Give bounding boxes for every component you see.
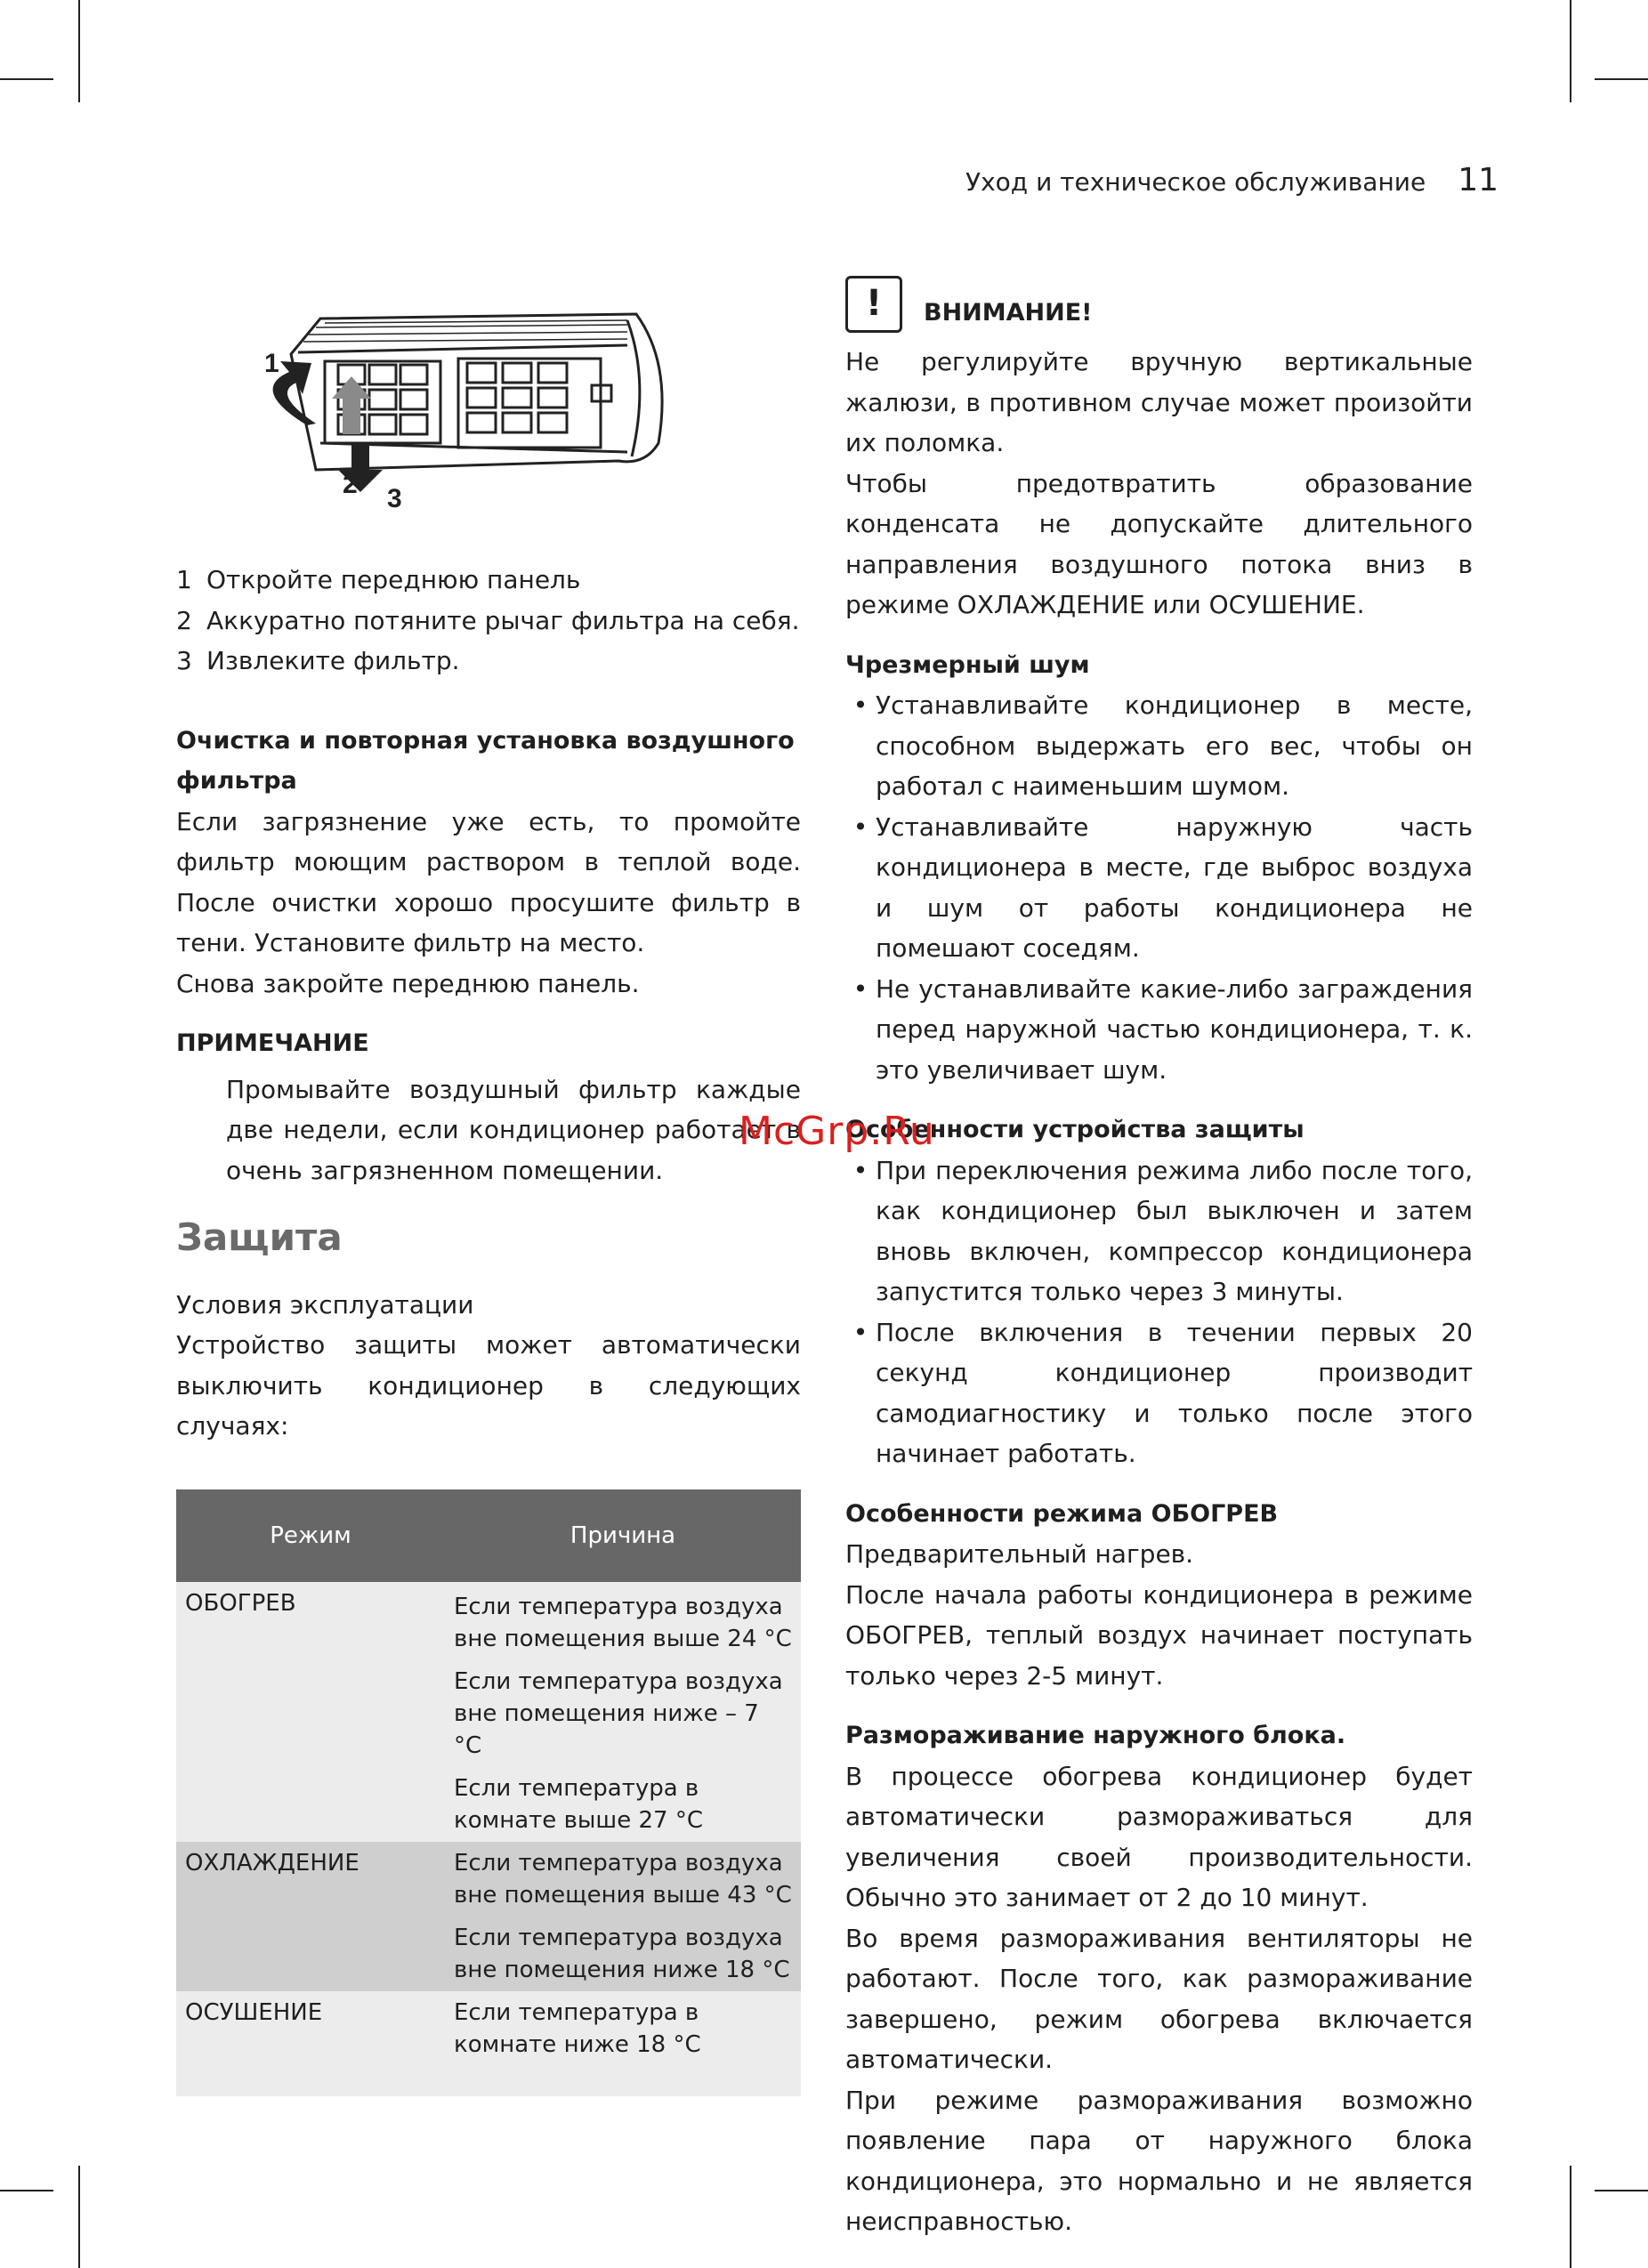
table-cell-reason: Если температура в комнате ниже 18 °С [445, 1991, 801, 2096]
warning-text-1: Не регулируйте вручную вертикальные жалюзи, в противном случае может произойти их поломка. [845, 347, 1473, 457]
bullet-icon: • [852, 690, 868, 720]
defrost-text-2: Во время размораживания вентиляторы не работают. После того, как размораживание завершено, режим обогрева включается автоматически. [845, 1923, 1473, 2074]
table-cell-mode: ОСУШЕНИЕ [176, 1991, 445, 2096]
defrost-text-3: При режиме размораживания возможно появление пара от наружного блока кондиционера, это нормально и не является неисправностью. [845, 2085, 1473, 2236]
protection-intro: Устройство защиты может автоматически выключить кондиционер в следующих случаях: [176, 1330, 801, 1441]
list-item: 1 Откройте переднюю панель [176, 565, 581, 594]
table-cell-mode: ОХЛАЖДЕНИЕ [176, 1842, 445, 1991]
table-cell-reason: Если температура воздуха вне помещения ниже 18 °С [445, 1917, 801, 1991]
cleaning-heading: Очистка и повторная установка воздушного фильтра [176, 726, 795, 795]
list-item: • Устанавливайте наружную часть кондиционера в месте, где выброс воздуха и шум от работы кондиционера не помешают соседям. [845, 807, 1473, 969]
heating-text: После начала работы кондиционера в режиме ОБОГРЕВ, теплый воздух начинает поступать только через 2-5 минут. [845, 1579, 1473, 1691]
note-text: Промывайте воздушный фильтр каждые две недели, если кондиционер работает в очень загрязненном помещении. [226, 1074, 801, 1185]
note-heading: ПРИМЕЧАНИЕ [176, 1029, 369, 1057]
crop-mark [78, 2166, 80, 2268]
table-row [176, 1582, 801, 1660]
table-cell-reason: Если температура воздуха вне помещения выше 24 °С [445, 1582, 801, 1660]
crop-mark [1570, 0, 1571, 102]
warning-heading: ВНИМАНИЕ! [924, 298, 1093, 327]
figure-label-3: 3 [387, 484, 402, 513]
bullet-icon: • [852, 973, 868, 1004]
running-header [965, 162, 1499, 198]
crop-mark [1570, 2166, 1571, 2268]
crop-mark [1595, 78, 1648, 80]
watermark: McGrp.Ru [739, 1109, 935, 1154]
filter-steps-list [176, 560, 801, 682]
warning-block [845, 276, 1473, 333]
bullet-icon: • [852, 1155, 868, 1185]
table-cell-reason: Если температура воздуха вне помещения выше 43 °С [445, 1842, 801, 1917]
list-item: • Устанавливайте кондиционер в месте, способном выдержать его вес, чтобы он работал с наименьшим шумом. [845, 685, 1473, 807]
warning-text-2: Чтобы предотвратить образование конденсата не допускайте длительного направления воздушного потока вниз в режиме ОХЛАЖДЕНИЕ или ОСУШЕНИЕ. [845, 468, 1473, 619]
left-column [176, 560, 801, 2096]
protection-subtitle: Условия эксплуатации [176, 1289, 474, 1320]
table-cell-reason: Если температура в комнате выше 27 °С [445, 1767, 801, 1842]
ac-unit-illustration [254, 310, 672, 516]
list-item: 2 Аккуратно потяните рычаг фильтра на себя. [176, 605, 800, 635]
table-row [176, 1842, 801, 1917]
crop-mark [0, 78, 53, 80]
heating-pre: Предварительный нагрев. [845, 1539, 1194, 1569]
list-item: 3 Извлеките фильтр. [176, 646, 460, 675]
page-number: 11 [1458, 162, 1499, 198]
defrost-heading: Размораживание наружного блока. [845, 1722, 1346, 1749]
table-row [176, 1991, 801, 2096]
figure-label-2: 2 [343, 470, 358, 499]
heating-heading: Особенности режима ОБОГРЕВ [845, 1499, 1279, 1528]
crop-mark [0, 2190, 53, 2191]
crop-mark [1595, 2190, 1648, 2191]
table-cell-mode: ОБОГРЕВ [176, 1582, 445, 1842]
crop-mark [78, 0, 80, 102]
defrost-text-1: В процессе обогрева кондиционер будет автоматически размораживаться для увеличения своей производительности. Обычно это занимает от 2 до 10 минут. [845, 1761, 1473, 1912]
cleaning-close: Снова закройте переднюю панель. [176, 968, 640, 998]
protect-features-heading: Особенности устройства защиты [845, 1116, 1305, 1143]
table-cell-reason: Если температура воздуха вне помещения ниже – 7 °С [445, 1660, 801, 1767]
noise-heading: Чрезмерный шум [845, 650, 1090, 679]
exclamation-icon: ! [845, 276, 902, 333]
table-header-reason: Причина [445, 1489, 801, 1582]
bullet-icon: • [852, 1317, 868, 1347]
bullet-icon: • [852, 811, 868, 842]
protection-heading: Защита [176, 1215, 343, 1259]
protection-table [176, 1489, 801, 2096]
list-item: • После включения в течении первых 20 секунд кондиционер производит самодиагностику и только после этого начинает работать. [845, 1312, 1473, 1474]
cleaning-body: Если загрязнение уже есть, то промойте фильтр моющим раствором в теплой воде. После очистки хорошо просушите фильтр в тени. Установите фильтр на место. [176, 806, 801, 957]
list-item: • Не устанавливайте какие-либо заграждения перед наружной частью кондиционера, т. к. это увеличивает шум. [845, 969, 1473, 1091]
right-column [845, 276, 1473, 2242]
header-section-title: Уход и техническое обслуживание [965, 167, 1426, 197]
list-item: • При переключения режима либо после того, как кондиционер был выключен и затем вновь включен, компрессор кондиционера запустится только через 3 минуты. [845, 1150, 1473, 1312]
figure-label-1: 1 [264, 349, 279, 378]
table-header-mode: Режим [176, 1489, 445, 1582]
